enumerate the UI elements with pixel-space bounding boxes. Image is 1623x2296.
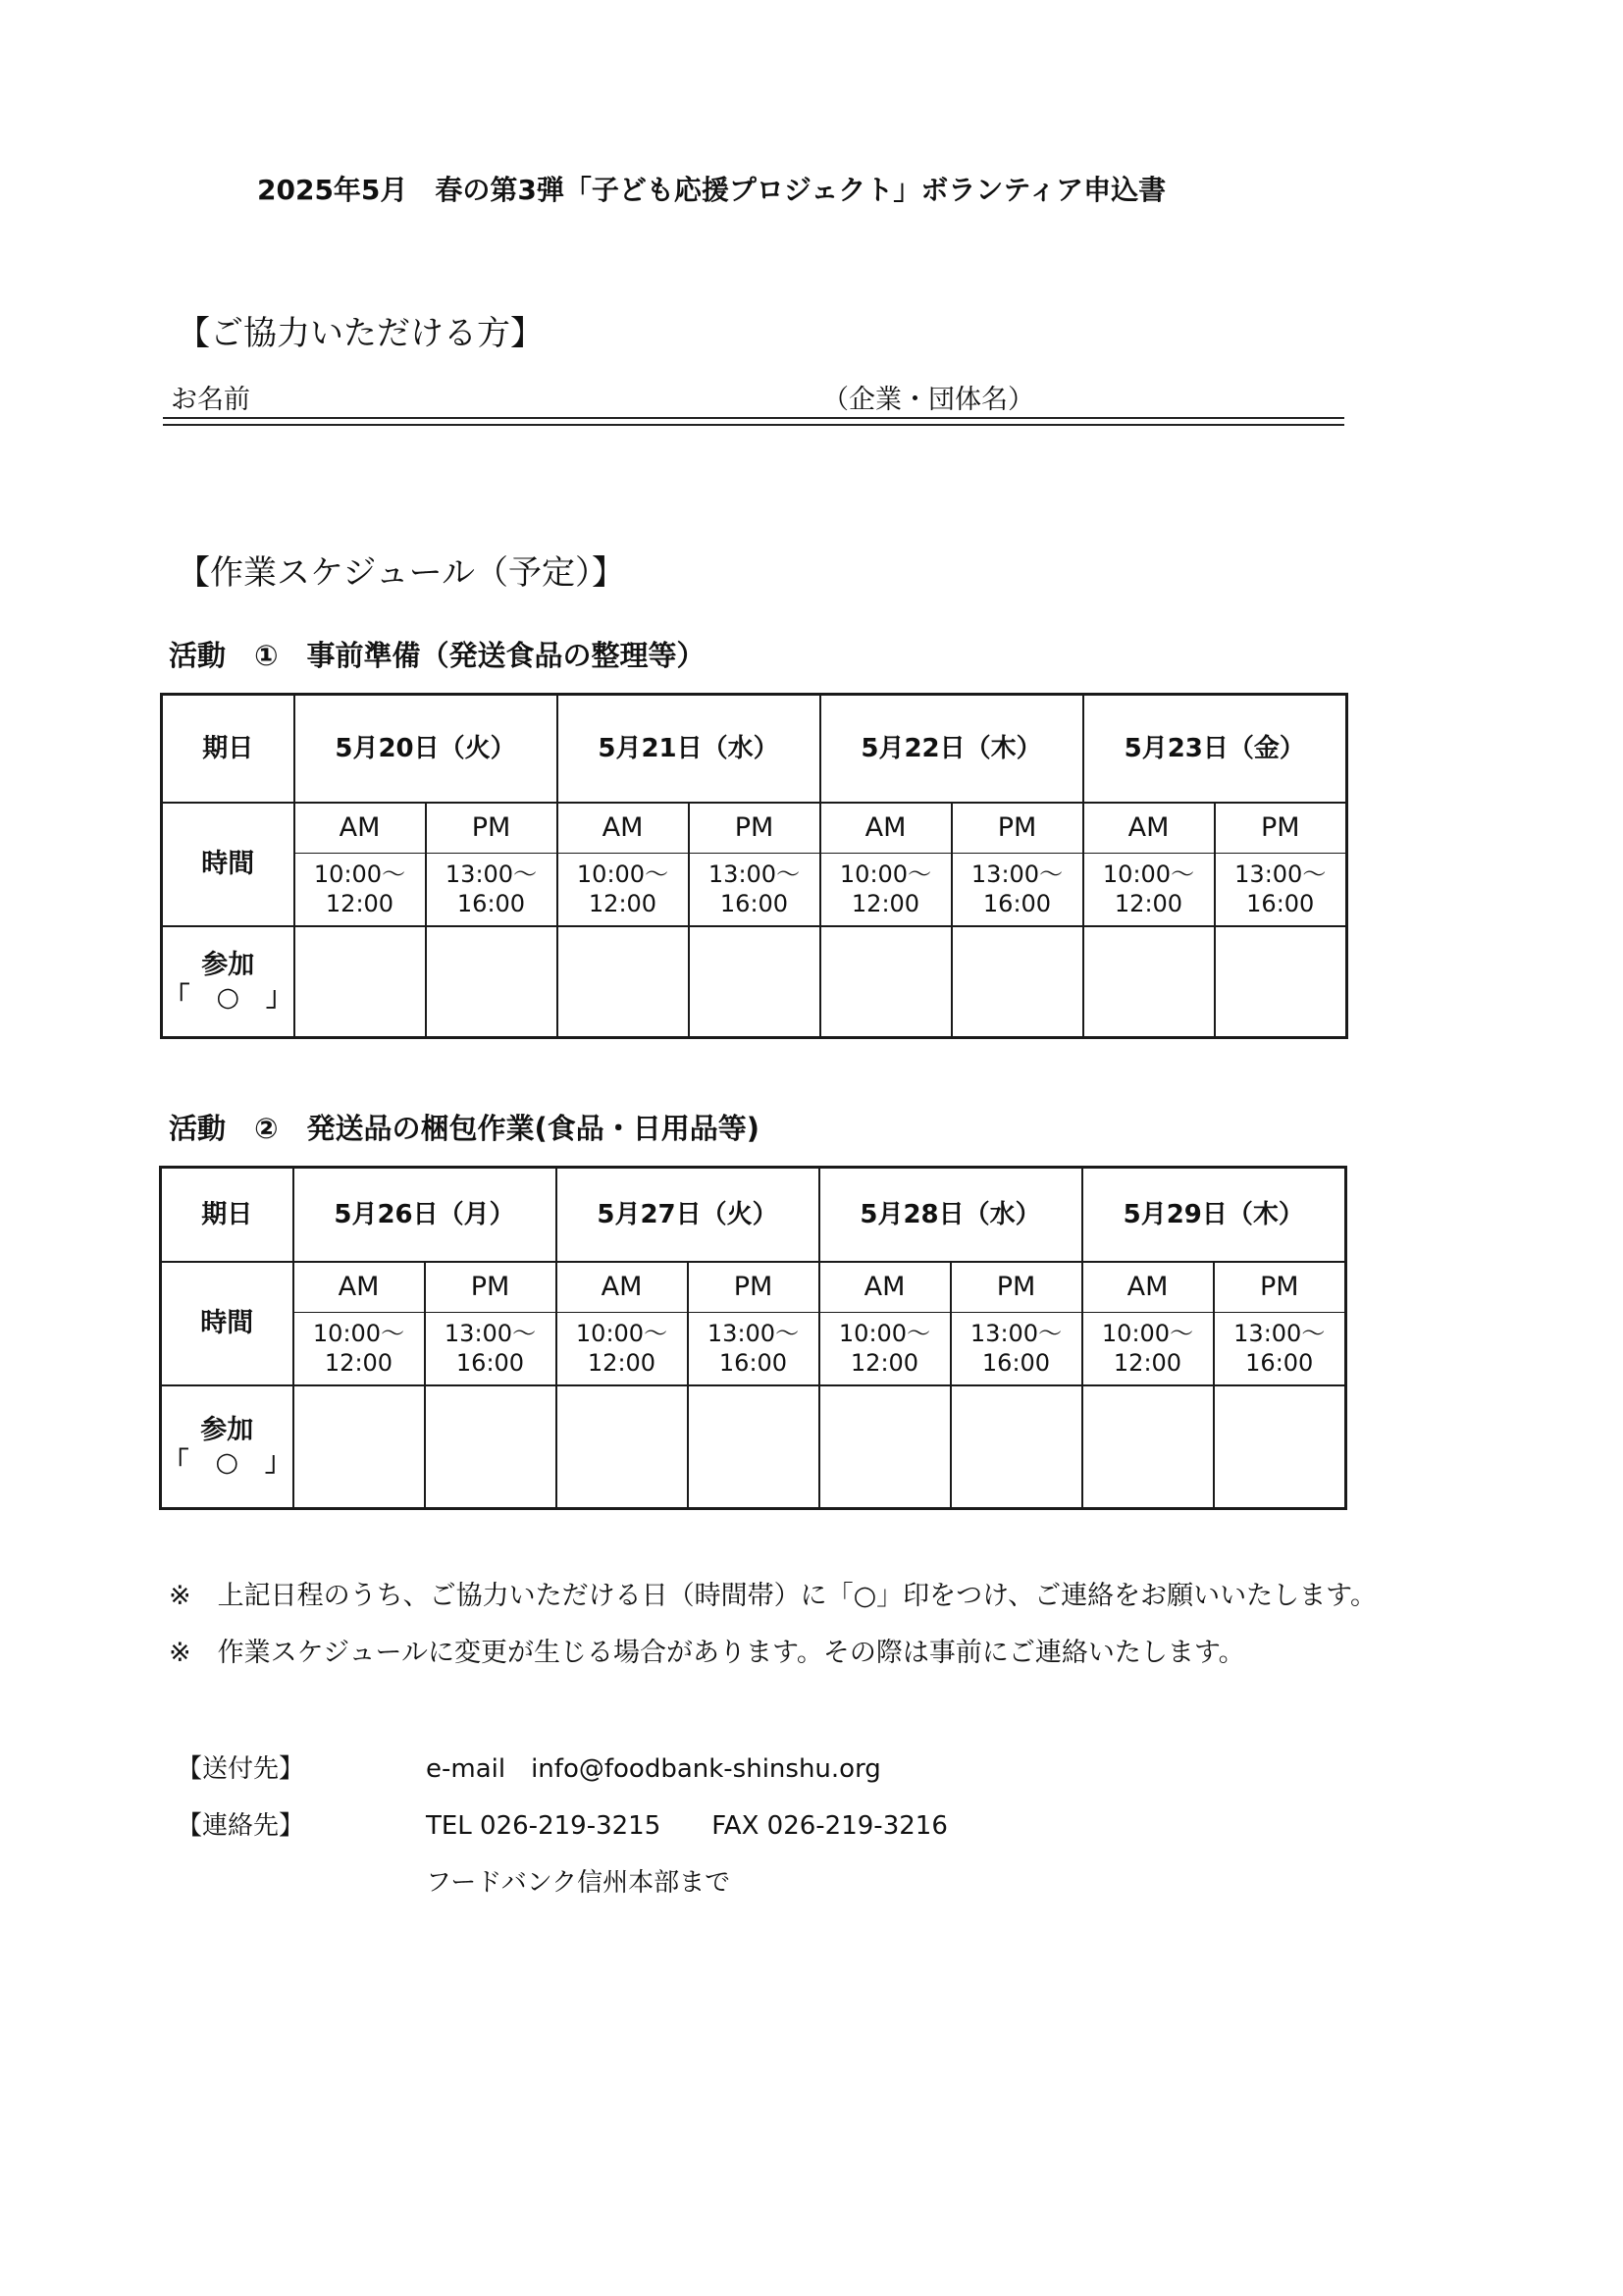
am-time: 10:00～ 12:00 [557,854,689,926]
activity-1-table [160,693,1348,1039]
date-cell: 5月21日（水） [557,695,820,803]
date-cell: 5月27日（火） [556,1168,819,1262]
join-mark-label: 「 ○ 」 [163,982,293,1014]
date-cell: 5月28日（水） [819,1168,1082,1262]
join-checkbox-cell[interactable] [1083,926,1215,1038]
time-row-label: 時間 [162,803,294,926]
join-checkbox-cell[interactable] [425,1385,556,1509]
activity-2-table [159,1166,1347,1510]
send-label: 【送付先】 [177,1754,305,1784]
join-checkbox-cell[interactable] [688,1385,819,1509]
join-row-label [162,926,294,1038]
join-checkbox-cell[interactable] [1215,926,1347,1038]
join-row-label [161,1385,293,1509]
email-text[interactable]: e-mail info@foodbank-shinshu.org [426,1754,881,1784]
date-row-label: 期日 [162,695,294,803]
join-checkbox-cell[interactable] [557,926,689,1038]
am-time: 10:00～ 12:00 [820,854,952,926]
am-label: AM [820,803,952,854]
am-label: AM [556,1262,688,1313]
pm-label: PM [426,803,557,854]
join-checkbox-cell[interactable] [294,926,426,1038]
join-checkbox-cell[interactable] [952,926,1083,1038]
join-checkbox-cell[interactable] [426,926,557,1038]
note-2: ※ 作業スケジュールに変更が生じる場合があります。その際は事前にご連絡いたします。 [169,1638,1245,1668]
pm-label: PM [951,1262,1082,1313]
pm-time: 13:00～ 16:00 [952,854,1083,926]
phone-fax-text: TEL 026-219-3215 FAX 026-219-3216 [426,1811,948,1841]
pm-time: 13:00～ 16:00 [1215,854,1347,926]
am-label: AM [293,1262,425,1313]
pm-time: 13:00～ 16:00 [1214,1313,1346,1385]
date-cell: 5月26日（月） [293,1168,556,1262]
date-cell: 5月22日（木） [820,695,1083,803]
pm-time: 13:00～ 16:00 [689,854,820,926]
date-cell: 5月29日（木） [1082,1168,1346,1262]
join-checkbox-cell[interactable] [819,1385,951,1509]
form-title: 2025年5月 春の第3弾「子ども応援プロジェクト」ボランティア申込書 [257,174,1167,206]
name-label: お名前 [171,385,250,415]
join-checkbox-cell[interactable] [1214,1385,1346,1509]
note-1: ※ 上記日程のうち、ご協力いただける日（時間帯）に「○」印をつけ、ご連絡をお願いいたします。 [169,1581,1377,1611]
activity-2-title: 活動 ② 発送品の梱包作業(食品・日用品等) [169,1112,760,1145]
join-checkbox-cell[interactable] [556,1385,688,1509]
organization-text: フードバンク信州本部まで [426,1868,731,1898]
join-checkbox-cell[interactable] [689,926,820,1038]
name-field-line-double [163,424,1344,426]
join-checkbox-cell[interactable] [820,926,952,1038]
am-label: AM [1083,803,1215,854]
date-row-label: 期日 [161,1168,293,1262]
join-checkbox-cell[interactable] [1082,1385,1214,1509]
pm-time: 13:00～ 16:00 [688,1313,819,1385]
join-label: 参加 [200,1414,254,1445]
pm-time: 13:00～ 16:00 [425,1313,556,1385]
contact-label: 【連絡先】 [177,1811,305,1841]
join-checkbox-cell[interactable] [293,1385,425,1509]
date-cell: 5月20日（火） [294,695,557,803]
am-time: 10:00～ 12:00 [819,1313,951,1385]
pm-time: 13:00～ 16:00 [426,854,557,926]
am-label: AM [557,803,689,854]
pm-label: PM [689,803,820,854]
date-cell: 5月23日（金） [1083,695,1347,803]
pm-label: PM [952,803,1083,854]
join-checkbox-cell[interactable] [951,1385,1082,1509]
supporter-heading: 【ご協力いただける方】 [177,314,544,353]
pm-label: PM [1214,1262,1346,1313]
am-time: 10:00～ 12:00 [1083,854,1215,926]
join-mark-label: 「 ○ 」 [162,1447,292,1479]
pm-label: PM [688,1262,819,1313]
name-field-line[interactable] [163,417,1344,419]
time-row-label: 時間 [161,1262,293,1385]
am-label: AM [294,803,426,854]
am-time: 10:00～ 12:00 [294,854,426,926]
join-label: 参加 [201,949,255,980]
am-time: 10:00～ 12:00 [556,1313,688,1385]
am-label: AM [819,1262,951,1313]
am-label: AM [1082,1262,1214,1313]
activity-1-title: 活動 ① 事前準備（発送食品の整理等） [169,639,706,672]
pm-label: PM [425,1262,556,1313]
schedule-heading: 【作業スケジュール（予定）】 [177,553,625,593]
am-time: 10:00～ 12:00 [293,1313,425,1385]
pm-label: PM [1215,803,1347,854]
org-label: （企業・団体名） [822,385,1034,415]
am-time: 10:00～ 12:00 [1082,1313,1214,1385]
pm-time: 13:00～ 16:00 [951,1313,1082,1385]
